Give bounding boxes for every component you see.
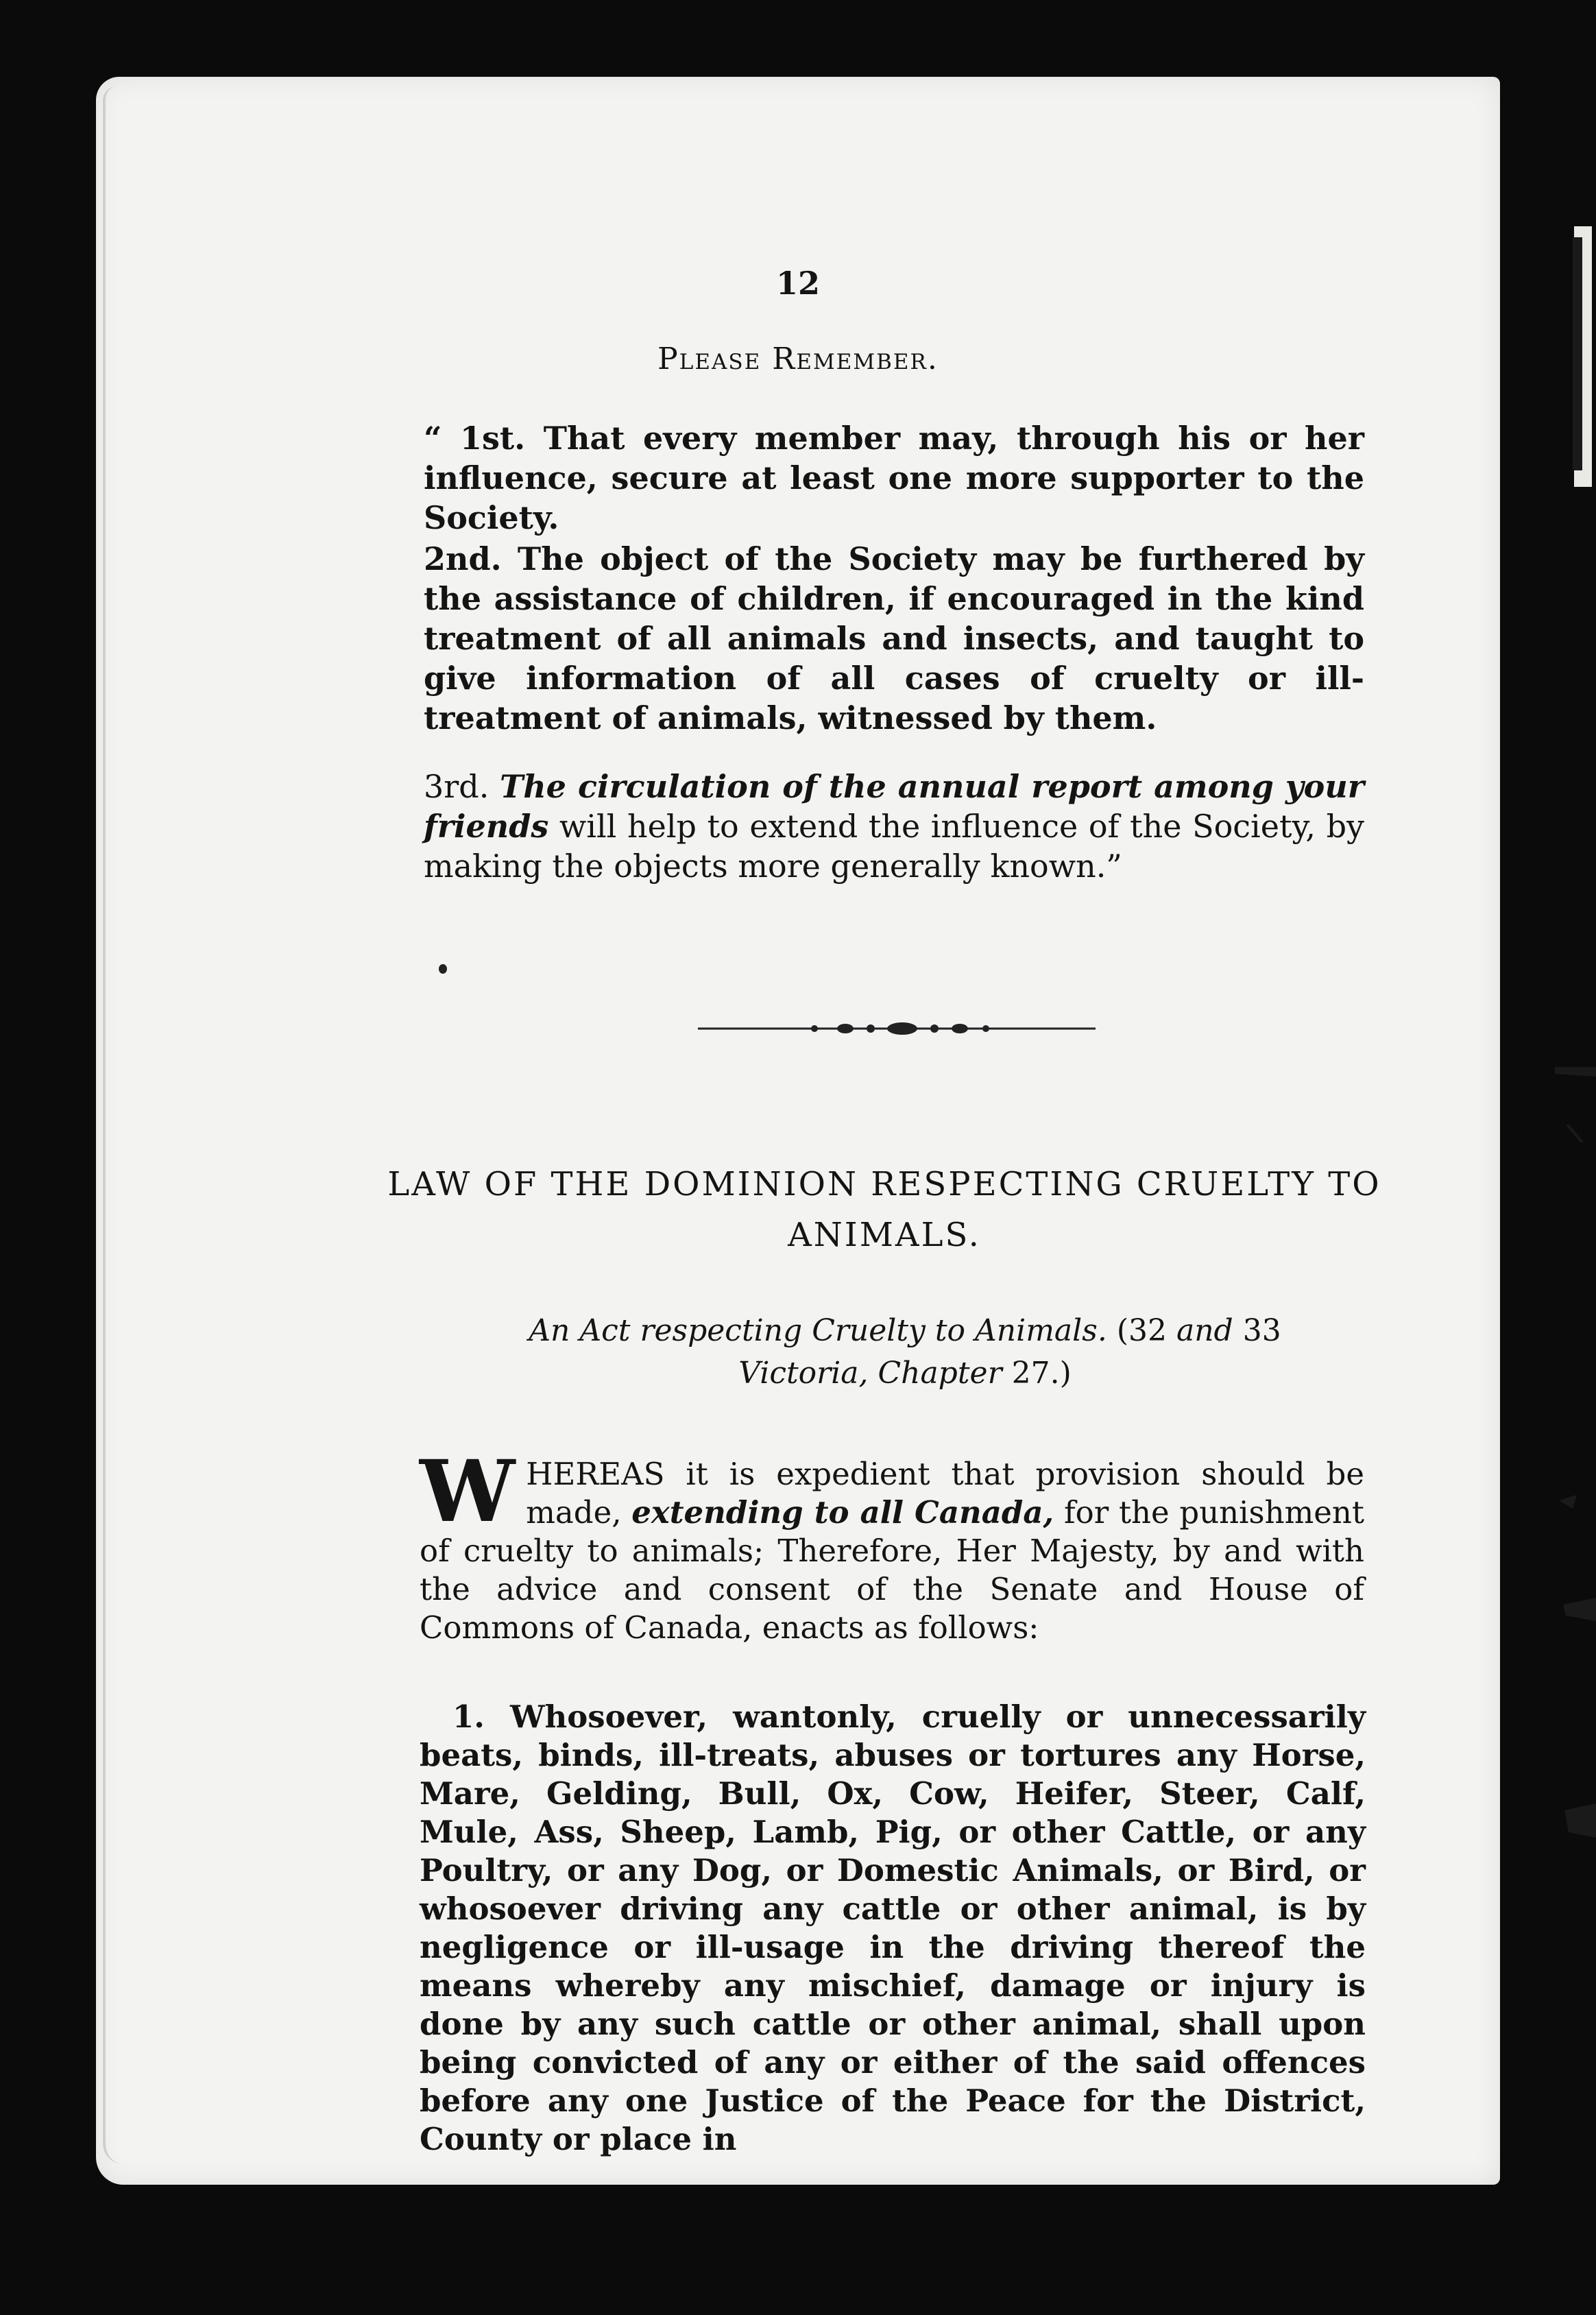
reminder-item-2: 2nd. The object of the Society may be furthered by the assistance of children, if encouraged in the kind treatment of all animals and insects, and taught to give information of all cases of cruelty or ill-treatment of animals, witnessed by them. <box>424 540 1364 736</box>
act-caption-plain-2: 33 <box>1242 1313 1281 1348</box>
act-caption-italic-2: and <box>1176 1313 1233 1348</box>
whereas-lead: HEREAS it is expedient that provision should be made, <box>526 1456 1364 1531</box>
whereas-italic: extending to all Canada, <box>631 1494 1054 1531</box>
page-edge <box>103 86 126 2164</box>
act-caption-italic-3: Victoria, Chapter <box>738 1356 1002 1391</box>
reminder-item-3-italic: The circulation of the annual report among your friends <box>424 768 1365 845</box>
reminder-item-1: “ 1st. That every member may, through his or her influence, secure at least one more supporter to the Society. <box>424 420 1364 536</box>
whereas-rest: for the punishment of cruelty to animals; Therefore, Her Majesty, by and with the advice and consent of the Senate and House of Commons of Canada, enacts as follows: <box>420 1494 1364 1646</box>
act-caption <box>425 1310 1385 1395</box>
whereas-paragraph <box>420 1442 1364 1647</box>
stray-mark <box>439 964 447 974</box>
page-number: 12 <box>775 265 820 302</box>
law-title: LAW OF THE DOMINION RESPECTING CRUELTY TO ANIMALS. <box>387 1165 1381 1254</box>
section-1-paragraph: 1. Whosoever, wantonly, cruelly or unnecessarily beats, binds, ill-treats, abuses or tortures any Horse, Mare, Gelding, Bull, Ox, Cow, Heifer, Steer, Calf, Mule, Ass, Sheep, Lamb, Pig, or other Cattle, or any Poultry, or any Dog, or Domestic Animals, or Bird, or whosoever driving any cattle or other animal, is by negligence or ill-usage in the driving thereof the means whereby any mischief, damage or injury is done by any such cattle or other animal, shall upon being convicted of any or either of the said offences before any one Justice of the Peace for the District, County or place in <box>420 1699 1366 2157</box>
reminder-heading: Please Remember. <box>657 341 939 376</box>
reminder-item-3-rest: will help to extend the influence of the Society, by making the objects more generally known.” <box>424 808 1364 885</box>
act-caption-italic-1: An Act respecting Cruelty to Animals. <box>529 1313 1107 1348</box>
reminder-item-3-number: 3rd. <box>424 768 489 805</box>
ornamental-divider <box>698 1020 1096 1037</box>
reminder-item-3 <box>424 767 1364 886</box>
act-caption-plain-3: 27.) <box>1011 1356 1072 1391</box>
drop-cap: W <box>420 1442 516 1542</box>
act-caption-plain-1: (32 <box>1116 1313 1167 1348</box>
